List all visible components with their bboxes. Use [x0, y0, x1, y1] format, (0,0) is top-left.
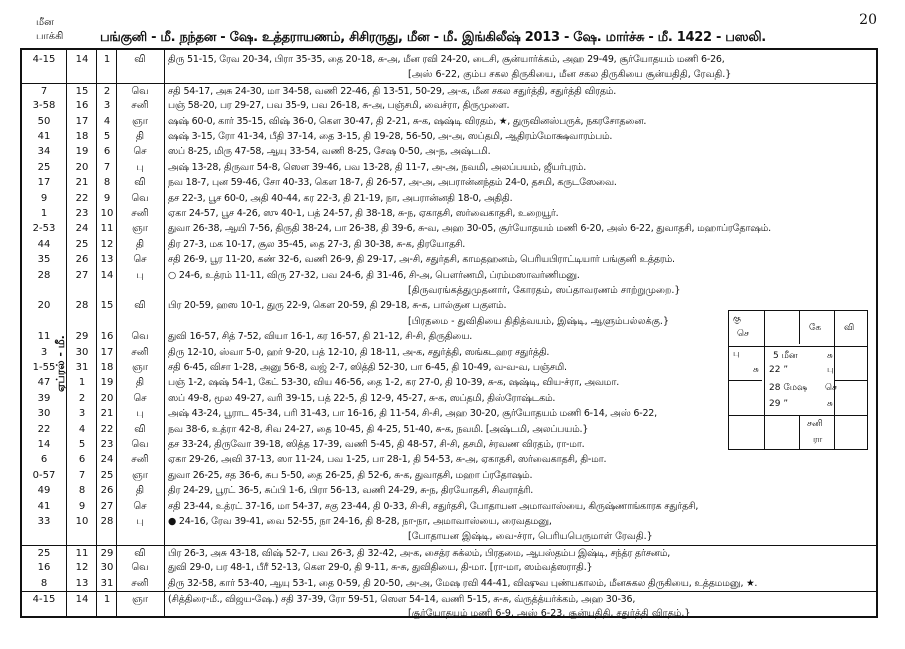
- tamil-date-cell: 7: [103, 161, 111, 173]
- chart-cell-5: பு: [733, 349, 740, 359]
- weekday-cell: வி: [134, 547, 146, 559]
- english-date-cell: 3: [78, 408, 86, 420]
- chart-cell-5b: சு: [753, 365, 759, 375]
- tamil-date-cell: 28: [100, 516, 114, 527]
- english-date-cell: 29: [75, 331, 89, 343]
- balance-cell: 16: [37, 562, 51, 574]
- tamil-date-cell: 13: [100, 254, 114, 266]
- english-date-cell: 11: [75, 547, 89, 559]
- table-row: [22, 545, 878, 561]
- english-date-cell: 6: [78, 454, 86, 466]
- balance-cell: 39: [37, 392, 51, 404]
- month-balance-label: [36, 16, 63, 44]
- english-date-cell: 5: [78, 439, 86, 450]
- weekday-cell: தி: [135, 131, 145, 142]
- tamil-date-cell: 25: [100, 469, 114, 481]
- balance-cell: 33: [37, 516, 51, 527]
- table-row: [22, 452, 878, 467]
- table-row: [22, 591, 878, 607]
- balance-cell: 30: [37, 408, 51, 420]
- panchanga-cell: ஸப் 8-25, மிரு 47-58, ஆயு 33-54, வணி 8-25, சேஷ 0-50, அ-ந, அஷ்டமி.: [168, 146, 491, 158]
- weekday-cell: சனி: [131, 577, 149, 589]
- balance-cell: 1: [40, 208, 48, 219]
- chart-line: [834, 311, 835, 449]
- weekday-cell: பு: [136, 408, 144, 420]
- table-row-continuation: [22, 283, 878, 298]
- english-date-cell: 31: [75, 362, 89, 373]
- tamil-date-cell: 31: [100, 577, 114, 589]
- chart-center-3: 28 மேஷ: [769, 383, 808, 393]
- table-row: [22, 191, 878, 206]
- english-date-cell: 14: [75, 54, 89, 65]
- english-date-cell: 17: [75, 115, 89, 127]
- weekday-cell: வெ: [131, 562, 149, 574]
- weekday-cell: ஞா: [132, 594, 148, 605]
- tamil-date-cell: 15: [100, 300, 114, 312]
- balance-cell: 11: [37, 331, 51, 343]
- english-date-cell: 1: [78, 377, 86, 389]
- chart-cell-4: வி: [844, 323, 855, 333]
- table-row: [22, 252, 878, 267]
- weekday-cell: செ: [133, 146, 147, 158]
- table-row: [22, 576, 878, 591]
- balance-cell: 28: [37, 269, 51, 281]
- tamil-date-cell: 24: [100, 454, 114, 466]
- table-row: [22, 129, 878, 144]
- tamil-date-cell: 23: [100, 439, 114, 450]
- english-date-cell: 19: [75, 146, 89, 158]
- panchanga-cell: திர 27-3, மக 10-17, சூல 35-45, தை 27-3, தி 30-38, சு-க, திரயோதசி.: [168, 238, 466, 250]
- tamil-date-cell: 30: [100, 562, 114, 574]
- balance-cell: 47: [37, 377, 51, 389]
- panchanga-cell: பஞ் 1-2, ஷஷ் 54-1, கேட் 53-30, விய 46-56, தை 1-2, கர 27-0, தி 10-39, சு-க, ஷஷ்டி, விய-ச்ரா, அவமா.: [168, 377, 620, 389]
- panchanga-cell: ○ 24-6, உத்ரம் 11-11, விரு 27-32, பவ 24-6, தி 31-46, சி-அ, பௌர்ணமி, ப்ரம்மஸாவர்ணிமனு.: [168, 269, 580, 281]
- weekday-cell: செ: [133, 254, 147, 266]
- balance-cell: 20: [37, 300, 51, 312]
- chart-line: [764, 311, 765, 449]
- panchanga-cell: துவா 26-25, சத 36-6, சுப 5-50, தை 26-25, தி 52-6, சு-க, துவாதசி, மஹா ப்ரதோஷம்.: [168, 469, 533, 481]
- corner-line-1: மீன: [36, 17, 54, 28]
- chart-center-3b: செ: [825, 383, 837, 393]
- table-row: [22, 268, 878, 283]
- panchanga-cell: ஸப் 49-8, மூல 49-27, வரி 39-15, பத் 22-5, தி 12-9, 45-27, சு-க, ஸப்தமி, திஸ்ரோஷ்டகம்.: [168, 392, 556, 404]
- tamil-date-cell: 1: [103, 594, 111, 605]
- tamil-date-cell: 20: [100, 392, 114, 404]
- tamil-date-cell: 1: [103, 54, 111, 65]
- weekday-cell: சனி: [131, 346, 149, 358]
- panchanga-cell: ஷஷ் 60-0, கார் 35-15, விஷ் 36-0, கௌ 30-47, தி 2-21, சு-க, ஷஷ்டி விரதம், ★, துருவினஸ்பருக், நகரசோதனை.: [168, 115, 647, 127]
- weekday-cell: வெ: [131, 85, 149, 97]
- tamil-date-cell: 11: [100, 223, 114, 235]
- panchanga-cell: தச 22-3, பூச 60-0, அதி 40-44, கர 22-3, தி 21-19, நா, அபரான்னதி 18-0, அதிதி.: [168, 192, 513, 204]
- weekday-cell: வி: [134, 300, 146, 312]
- table-row: [22, 560, 878, 575]
- english-date-cell: 24: [75, 223, 89, 235]
- english-date-cell: 15: [75, 85, 89, 97]
- tamil-date-cell: 27: [100, 500, 114, 512]
- table-row-continuation: [22, 606, 878, 621]
- english-date-cell: 26: [75, 254, 89, 266]
- month-side-label: ஏப்ரல் - மீ.: [54, 335, 67, 392]
- english-date-cell: 20: [75, 161, 89, 173]
- balance-cell: 4-15: [32, 54, 56, 65]
- table-row: [22, 206, 878, 221]
- weekday-cell: தி: [135, 485, 145, 497]
- panchanga-cell: துவி 29-0, பர 48-1, பீரீ 52-13, கௌ 29-0, தி 9-11, சு-சு, துவிதியை, தி-மா. [ரா-மா, ஸம்வத்ஸராதி.}: [168, 562, 593, 574]
- table-row-continuation: [22, 529, 878, 544]
- chart-cell-rahu: ரா: [813, 435, 823, 445]
- chart-cell-saturn: சனி: [807, 419, 823, 429]
- balance-cell: 41: [37, 500, 51, 512]
- weekday-cell: பு: [136, 269, 144, 281]
- tamil-date-cell: 29: [100, 547, 114, 559]
- row-continuation-text: [பிரதமை - துவிதியை திதித்வயம், இஷ்டி, ஆளும்பல்லக்கு.}: [408, 315, 669, 327]
- table-row: [22, 237, 878, 252]
- panchanga-cell: தச 33-24, திருவோ 39-18, ஸித்த 17-39, வணி 5-45, தி 48-57, சி-சி, தசமி, ச்ரவண விரதம், ரா-மா.: [168, 439, 585, 450]
- balance-cell: 2-53: [32, 223, 56, 235]
- tamil-date-cell: 8: [103, 177, 111, 189]
- weekday-cell: பு: [136, 516, 144, 527]
- english-date-cell: 7: [78, 469, 86, 481]
- weekday-cell: ஞா: [132, 115, 148, 127]
- english-date-cell: 10: [75, 516, 89, 527]
- weekday-cell: வெ: [131, 192, 149, 204]
- english-date-cell: 14: [75, 594, 89, 605]
- row-continuation-text: [திருவரங்கத்துமுதனார், கோரதம், ஸப்தாவரணம் சாற்றுமுறை.}: [408, 285, 681, 296]
- panchanga-cell: பஞ் 58-20, பர 29-27, பவ 35-9, பவ 26-18, சு-அ, பஞ்சமி, வைச்ரா, திருமுளை.: [168, 100, 510, 112]
- english-date-cell: 13: [75, 577, 89, 589]
- chart-center-2b: பு: [827, 365, 834, 375]
- row-continuation-text: [போதாயன இஷ்டி, வை-ச்ரா, பெரியபெருமாள் ரேவதி.}: [408, 531, 653, 543]
- chart-line: [729, 380, 762, 381]
- balance-cell: 1-55: [32, 362, 56, 373]
- panchanga-cell: திரு 12-10, ஸ்வா 5-0, ஹர் 9-20, பத் 12-10, தி 18-11, அ-க, சதுர்த்தி, ஸங்கடஹர சதுர்த்தி.: [168, 346, 550, 358]
- table-row: [22, 499, 878, 514]
- balance-cell: 7: [40, 85, 48, 97]
- tamil-date-cell: 3: [103, 100, 111, 112]
- panchanga-cell: திரு 51-15, ரேவ 20-34, பிரா 35-35, தை 20-18, சு-அ, மீன ரவி 24-20, டைசி, சூன்யார்க்கம், அஹ 29-49, சூர்யோதயம் மணி 6-26,: [168, 54, 725, 65]
- tamil-date-cell: 21: [100, 408, 114, 420]
- chart-center-1b: சு: [827, 351, 833, 361]
- panchanga-cell: பிர 20-59, ஹஸ 10-1, துரு 22-9, கௌ 20-59, தி 29-18, சு-க, பால்குன பகுளம்.: [168, 300, 507, 312]
- balance-cell: 8: [40, 577, 48, 589]
- balance-cell: 25: [37, 547, 51, 559]
- weekday-cell: சனி: [131, 208, 149, 219]
- table-row: [22, 221, 878, 236]
- panchanga-cell: ● 24-16, ரேவ 39-41, வை 52-55, நா 24-16, தி 8-28, நா-நா, அமாவாஸ்யை, ரைவதமனு,: [168, 516, 552, 527]
- weekday-cell: தி: [135, 377, 145, 389]
- weekday-cell: சனி: [131, 100, 149, 112]
- chart-line: [799, 416, 800, 449]
- weekday-cell: சனி: [131, 454, 149, 466]
- panchanga-cell: சதி 26-9, பூர 11-20, கண் 32-6, வணி 26-9, தி 29-17, அ-சி, சதுர்தசி, காமதஹனம், பெரியபிராட்டியார் பங்குனி உத்தரம்.: [168, 254, 675, 266]
- english-date-cell: 4: [78, 423, 86, 435]
- table-row: [22, 98, 878, 113]
- balance-cell: 34: [37, 146, 51, 158]
- tamil-date-cell: 5: [103, 131, 111, 142]
- panchanga-cell: அஷ் 43-24, பூராட 45-34, பரி 31-43, பா 16-16, தி 11-54, சி-சி, அஹ 30-20, சூர்யோதயம் மணி 6-14, அஸ் 6-22,: [168, 408, 657, 420]
- page-number: 20: [859, 12, 877, 28]
- tamil-date-cell: 18: [100, 362, 114, 373]
- row-continuation-text: [அஸ் 6-22, கும்ப சகல திருகியை, மீன சகல திருகியை சூன்யதிதி, ரேவதி.}: [408, 69, 732, 81]
- table-row: [22, 514, 878, 529]
- tamil-date-cell: 14: [100, 269, 114, 281]
- weekday-cell: ஞா: [132, 223, 148, 235]
- balance-cell: 9: [40, 192, 48, 204]
- chart-line: [729, 415, 867, 416]
- english-date-cell: 12: [75, 562, 89, 574]
- table-row: [22, 114, 878, 129]
- chart-center-4: 29 ”: [769, 399, 788, 409]
- page-header: பங்குனி - மீ. நந்தன - ஷே. உத்தராயணம், சிசிரருது, மீன - மீ. இங்கிலீஷ் 2013 - ஷே. மார்ச்சு - மீ. 1422 - பஸலி.: [100, 30, 766, 45]
- balance-cell: 3: [40, 346, 48, 358]
- english-date-cell: 8: [78, 485, 86, 497]
- panchanga-cell: திரு 32-58, கார் 53-40, ஆயு 53-1, தை 0-59, தி 20-50, அ-அ, மேஷ ரவி 44-41, விஷுவ புண்யகாலம், மீனசுகல திருகியை, உத்தமமனு, ★.: [168, 577, 758, 589]
- balance-cell: 41: [37, 131, 51, 142]
- corner-line-2: பாக்கி: [36, 31, 64, 42]
- english-date-cell: 21: [75, 177, 89, 189]
- weekday-cell: தி: [135, 238, 145, 250]
- panchanga-cell: (சித்திரை-மீ., விஜய-ஷே.) சதி 37-39, ரோ 59-51, ஸௌ 54-14, வணி 5-15, சு-சு, வ்ருத்த்யர்க்கம், அஹ 30-36,: [168, 594, 636, 605]
- english-date-cell: 18: [75, 131, 89, 142]
- balance-cell: 6: [40, 454, 48, 466]
- english-date-cell: 2: [78, 392, 86, 404]
- rasi-chart: [728, 310, 868, 450]
- tamil-date-cell: 9: [103, 192, 111, 204]
- table-row: [22, 144, 878, 159]
- row-continuation-text: [சூர்யோதயம் மணி 6-9, அஸ் 6-23, சூன்யதிதி, சதுர்த்தி விரதம்.}: [408, 608, 691, 620]
- tamil-date-cell: 26: [100, 485, 114, 497]
- panchanga-cell: ஷஷ் 3-15, ரோ 41-34, பீதி 37-14, தை 3-15, தி 19-28, 56-50, அ-அ, ஸப்தமி, ஆதிரம்மோக்ஷவாரம்பம்.: [168, 131, 613, 142]
- balance-cell: 0-57: [32, 469, 56, 481]
- panchanga-cell: துவா 26-38, ஆயி 7-56, திருதி 38-24, பா 26-38, தி 39-6, சு-வ, அஹ 30-05, சூர்யோதயம் மணி 6-20, அஸ் 6-22, துவாதசி, மஹாப்ரதோஷம்.: [168, 223, 771, 235]
- weekday-cell: செ: [133, 392, 147, 404]
- tamil-date-cell: 6: [103, 146, 111, 158]
- weekday-cell: ஞா: [132, 469, 148, 481]
- chart-center-2: 22 ”: [769, 365, 788, 375]
- tamil-date-cell: 19: [100, 377, 114, 389]
- chart-center-1: 5 மீன: [773, 351, 798, 361]
- table-row-continuation: [22, 67, 878, 82]
- panchanga-cell: துவி 16-57, சித் 7-52, வியா 16-1, கர 16-57, தி 21-12, சி-சி, திருதியை.: [168, 331, 473, 343]
- panchanga-cell: சதி 6-45, விசா 1-28, அனு 56-8, வஜ் 2-7, ஸித்தி 52-30, பா 6-45, தி 10-49, வ-வ-வ, பஞ்சமி.: [168, 362, 567, 373]
- weekday-cell: ஞா: [132, 362, 148, 373]
- table-row: [22, 468, 878, 483]
- panchanga-cell: ஏகா 29-26, அவி 37-13, ஸா 11-24, பவ 1-25, பா 28-1, தி 54-53, சு-அ, ஏகாதசி, ஸர்வைகாதசி, தி-மா.: [168, 454, 607, 466]
- panchanga-cell: சதி 23-44, உத்ரட் 37-16, மா 54-37, சகு 23-44, தி 0-33, சி-சி, சதுர்தசி, போதாயன அமாவாஸ்யை, கிருஷ்ணாங்காரக சதுர்தசி,: [168, 500, 699, 512]
- tamil-date-cell: 22: [100, 423, 114, 435]
- balance-cell: 3-58: [32, 100, 56, 112]
- table-row: [22, 160, 878, 175]
- table-row: [22, 83, 878, 99]
- chart-line: [799, 311, 800, 344]
- table-row: [22, 52, 878, 67]
- english-date-cell: 9: [78, 500, 86, 512]
- chart-cell-1: கு: [733, 314, 741, 324]
- tamil-date-cell: 17: [100, 346, 114, 358]
- tamil-date-cell: 2: [103, 85, 111, 97]
- balance-cell: 50: [37, 115, 51, 127]
- panchanga-cell: திர 24-29, பூரட் 36-5, சுப்பி 1-6, பிரா 56-13, வணி 24-29, சு-ந, திரயோதசி, சிவராத்ரி.: [168, 485, 534, 497]
- english-date-cell: 30: [75, 346, 89, 358]
- balance-cell: 14: [37, 439, 51, 450]
- chart-cell-1b: செ: [737, 329, 749, 339]
- weekday-cell: பு: [136, 161, 144, 173]
- chart-line: [834, 380, 867, 381]
- panchanga-cell: நவ 18-7, புன 59-46, சோ 40-33, கௌ 18-7, தி 26-57, அ-அ, அபரான்னந்தம் 24-0, தசமி, கருடஸேவை.: [168, 177, 617, 189]
- english-date-cell: 27: [75, 269, 89, 281]
- weekday-cell: வெ: [131, 439, 149, 450]
- panchanga-cell: ஏகா 24-57, பூச 4-26, ஸு 40-1, பத் 24-57, தி 38-18, சு-ந, ஏகாதசி, ஸர்வைகாதசி, உறையூர்.: [168, 208, 559, 219]
- tamil-date-cell: 12: [100, 238, 114, 250]
- weekday-cell: வி: [134, 423, 146, 435]
- english-date-cell: 16: [75, 100, 89, 112]
- english-date-cell: 25: [75, 238, 89, 250]
- balance-cell: 44: [37, 238, 51, 250]
- english-date-cell: 23: [75, 208, 89, 219]
- tamil-date-cell: 4: [103, 115, 111, 127]
- panchanga-cell: பிர 26-3, அசு 43-18, விஷ் 52-7, பவ 26-3, தி 32-42, அ-க, சைத்ர சுக்லம், பிரதமை, ஆபஸ்தம்ப இஷ்டி, சந்த்ர தர்சனம்,: [168, 547, 671, 559]
- weekday-cell: வி: [134, 177, 146, 189]
- weekday-cell: செ: [133, 500, 147, 512]
- table-row: [22, 483, 878, 498]
- english-date-cell: 22: [75, 192, 89, 204]
- weekday-cell: வெ: [131, 331, 149, 343]
- chart-cell-3: கே: [809, 323, 822, 333]
- balance-cell: 17: [37, 177, 51, 189]
- panchanga-cell: சதி 54-17, அசு 24-30, மா 34-58, வணி 22-46, தி 13-51, 50-29, அ-க, மீன சகல சதுர்த்தி, சதுர்த்தி விரதம்.: [168, 85, 617, 97]
- table-row: [22, 175, 878, 190]
- chart-center-4b: சு: [827, 399, 833, 409]
- panchanga-cell: நவ 38-6, உத்ரா 42-8, சிவ 24-27, தை 10-45, தி 4-25, 51-40, சு-க, நவமி. [அஷ்டமி, அலப்பயம்.}: [168, 423, 589, 435]
- tamil-date-cell: 16: [100, 331, 114, 343]
- balance-cell: 25: [37, 161, 51, 173]
- english-date-cell: 28: [75, 300, 89, 312]
- balance-cell: 49: [37, 485, 51, 497]
- panchanga-cell: அஷ் 13-28, திருவா 54-8, ஸௌ 39-46, பவ 13-28, தி 11-7, அ-அ, நவமி, அலப்பயம், ஜீயர்புரம்.: [168, 161, 587, 173]
- tamil-date-cell: 10: [100, 208, 114, 219]
- balance-cell: 4-15: [32, 594, 56, 605]
- chart-line: [729, 346, 867, 347]
- balance-cell: 22: [37, 423, 51, 435]
- balance-cell: 35: [37, 254, 51, 266]
- weekday-cell: வி: [134, 54, 146, 65]
